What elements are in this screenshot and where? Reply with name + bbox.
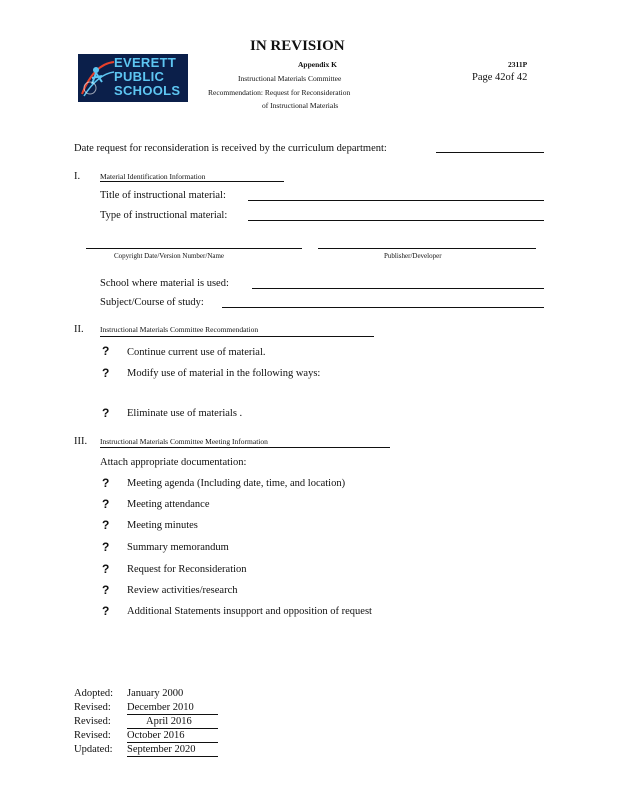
type-label: Type of instructional material:	[100, 210, 228, 221]
section-2-number: II.	[74, 324, 84, 335]
checkbox-review[interactable]: ?	[102, 583, 110, 597]
school-field[interactable]	[252, 288, 544, 289]
logo-emblem-icon	[78, 54, 118, 102]
section-1-number: I.	[74, 171, 81, 182]
section-3-heading: Instructional Materials Committee Meeting Information	[100, 437, 268, 446]
type-field[interactable]	[248, 220, 544, 221]
checkbox-modify[interactable]: ?	[102, 366, 110, 380]
history-value: January 2000	[127, 688, 184, 699]
option-eliminate: Eliminate use of materials .	[127, 408, 243, 419]
subtitle-line-1: Instructional Materials Committee	[238, 74, 342, 83]
option-modify: Modify use of material in the following ways:	[127, 368, 321, 379]
item-attendance: Meeting attendance	[127, 499, 210, 510]
date-received-field[interactable]	[436, 152, 544, 153]
page-number: Page 42of 42	[472, 72, 528, 83]
document-title: IN REVISION	[250, 38, 345, 54]
history-value: September 2020	[127, 744, 196, 755]
appendix-label: Appendix K	[298, 60, 337, 69]
section-1-heading: Material Identification Information	[100, 172, 206, 181]
checkbox-request[interactable]: ?	[102, 562, 110, 576]
title-label: Title of instructional material:	[100, 190, 226, 201]
attach-label: Attach appropriate documentation:	[100, 457, 247, 468]
history-value: October 2016	[127, 730, 185, 741]
item-memorandum: Summary memorandum	[127, 542, 229, 553]
logo-word-schools: SCHOOLS	[114, 83, 181, 98]
checkbox-eliminate[interactable]: ?	[102, 406, 110, 420]
history-label: Adopted:	[74, 688, 114, 699]
item-review: Review activities/research	[127, 585, 238, 596]
publisher-field[interactable]	[318, 248, 536, 249]
history-label: Updated:	[74, 744, 113, 755]
school-label: School where material is used:	[100, 278, 229, 289]
checkbox-memorandum[interactable]: ?	[102, 540, 110, 554]
copyright-field[interactable]	[86, 248, 302, 249]
history-label: Revised:	[74, 730, 111, 741]
history-underline	[127, 714, 218, 715]
subtitle-line-2: Recommendation: Request for Reconsideration	[208, 88, 351, 97]
publisher-caption: Publisher/Developer	[384, 252, 442, 260]
checkbox-statements[interactable]: ?	[102, 604, 110, 618]
district-logo	[78, 54, 188, 102]
subject-field[interactable]	[222, 307, 544, 308]
date-request-label: Date request for reconsideration is received by the curriculum department:	[74, 143, 387, 154]
section-2-heading: Instructional Materials Committee Recommendation	[100, 325, 259, 334]
subtitle-line-3: of Instructional Materials	[262, 101, 339, 110]
checkbox-minutes[interactable]: ?	[102, 518, 110, 532]
logo-word-everett: EVERETT	[114, 55, 177, 70]
history-label: Revised:	[74, 702, 111, 713]
option-continue: Continue current use of material.	[127, 347, 266, 358]
checkbox-agenda[interactable]: ?	[102, 476, 110, 490]
history-value: April 2016	[146, 716, 192, 727]
checkbox-continue[interactable]: ?	[102, 344, 110, 358]
item-statements: Additional Statements insupport and opposition of request	[127, 606, 372, 617]
title-field[interactable]	[248, 200, 544, 201]
history-value: December 2010	[127, 702, 194, 713]
logo-word-public: PUBLIC	[114, 69, 165, 84]
section-3-number: III.	[74, 436, 88, 447]
history-label: Revised:	[74, 716, 111, 727]
history-underline	[127, 728, 218, 729]
item-request: Request for Reconsideration	[127, 564, 247, 575]
checkbox-attendance[interactable]: ?	[102, 497, 110, 511]
history-underline	[127, 756, 218, 757]
history-underline	[127, 742, 218, 743]
section-3-heading-underline	[100, 447, 390, 448]
item-agenda: Meeting agenda (Including date, time, and location)	[127, 478, 346, 489]
policy-code: 2311P	[508, 60, 528, 69]
copyright-caption: Copyright Date/Version Number/Name	[114, 252, 225, 260]
item-minutes: Meeting minutes	[127, 520, 198, 531]
subject-label: Subject/Course of study:	[100, 297, 204, 308]
section-2-heading-underline	[100, 336, 374, 337]
section-1-heading-underline	[100, 181, 284, 182]
